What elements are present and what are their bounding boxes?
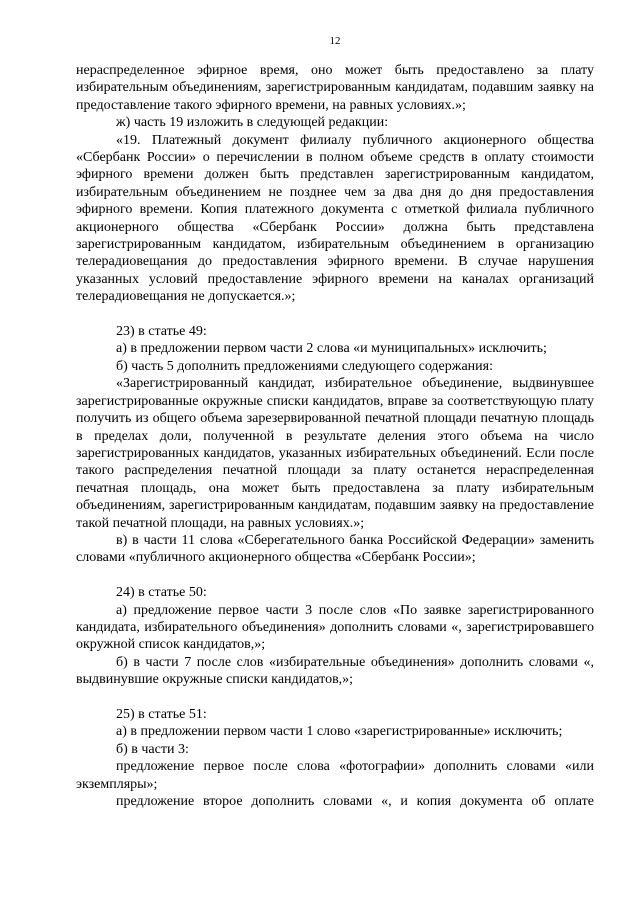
- page-number: 12: [329, 35, 341, 47]
- paragraph: 24) в статье 50:: [116, 585, 207, 601]
- paragraph: а) в предложении первом части 2 слова «и муниципальных» исключить;: [116, 341, 547, 357]
- paragraph: в) в части 11 слова «Сберегательного банка Российской Федерации» заменить словами «публичного акционерного общества «Сбербанк России»;: [76, 532, 594, 566]
- paragraph: а) предложение первое части 3 после слов «По заявке зарегистрированного кандидата, избирательного объединения» дополнить словами «, зарегистрировавшего окружной список кандидатов,»;: [76, 602, 594, 653]
- paragraph-gap: [76, 567, 594, 584]
- paragraph-gap: [76, 689, 594, 706]
- paragraph: б) в части 7 после слов «избирательные объединения» дополнить словами «, выдвинувшие окружные списки кандидатов,»;: [76, 654, 594, 688]
- paragraph: предложение второе дополнить словами «, и копия документа об оплате: [116, 794, 594, 810]
- paragraph: «Зарегистрированный кандидат, избирательное объединение, выдвинувшее зарегистрированные окружные списки кандидатов, вправе за соответствующую плату получить из общего объема зарезервированной печатной площади печатную площадь в пределах доли, полученной в результате деления этого объема на число зарегистрированных кандидатов, указанных избирательных объединений. Если после такого распределения печатной площади за плату останется нераспределенная печатная площадь, она может быть предоставлена за плату избирательным объединениям, зарегистрированным кандидатам, подавшим заявку на предоставление такой печатной площади, на равных условиях.»;: [76, 376, 594, 531]
- paragraph: 23) в статье 49:: [116, 324, 207, 340]
- paragraph: предложение первое после слова «фотографии» дополнить словами «или экземпляры»;: [76, 759, 594, 792]
- document-body: [76, 62, 594, 810]
- paragraph: б) часть 5 дополнить предложениями следующего содержания:: [116, 358, 493, 374]
- paragraph: ж) часть 19 изложить в следующей редакции:: [116, 115, 389, 131]
- paragraph: нераспределенное эфирное время, оно может быть предоставлено за плату избирательным объединениям, зарегистрированным кандидатам, подавшим заявку на предоставление такого эфирного времени, на равных условиях.»;: [76, 63, 594, 113]
- paragraph-gap: [76, 306, 594, 323]
- paragraph: «19. Платежный документ филиалу публичного акционерного общества «Сбербанк России» о перечислении в полном объеме средств в оплату стоимости эфирного времени должен быть представлен зарегистрированным кандидатом, избирательным объединением не позднее чем за два дня до дня предоставления эфирного времени. Копия платежного документа с отметкой филиала публичного акционерного общества «Сбербанк России» должна быть представлена зарегистрированным кандидатом, избирательным объединением в организацию телерадиовещания до предоставления эфирного времени. В случае нарушения указанных условий предоставление эфирного времени на каналах организаций телерадиовещания не допускается.»;: [76, 132, 594, 305]
- paragraph: а) в предложении первом части 1 слово «зарегистрированные» исключить;: [116, 724, 563, 740]
- paragraph: 25) в статье 51:: [116, 706, 207, 722]
- paragraph: б) в части 3:: [116, 741, 189, 757]
